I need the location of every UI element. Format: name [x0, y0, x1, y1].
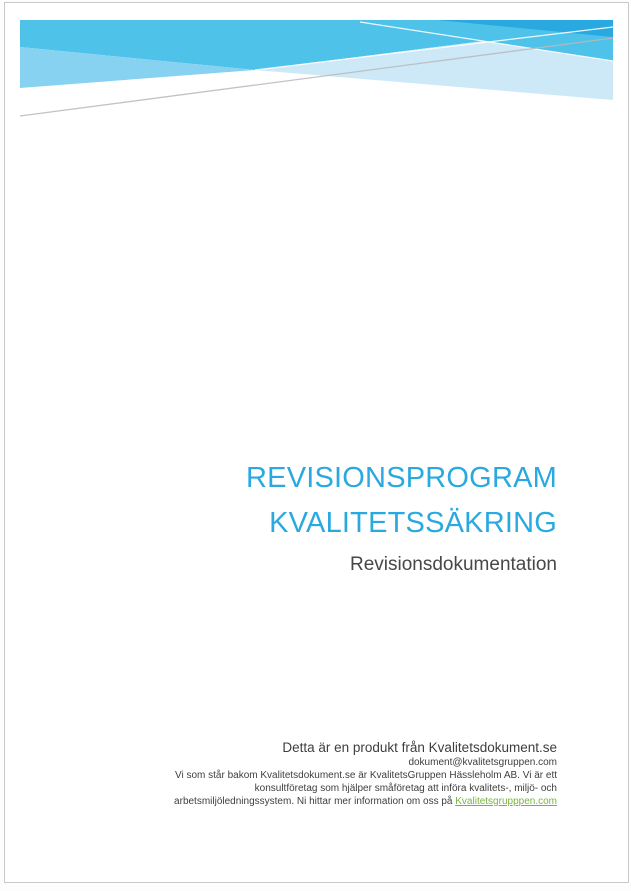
kvalitetsgruppen-link[interactable]: Kvalitetsgrupppen.com	[455, 796, 557, 807]
document-page	[4, 2, 629, 883]
cover-title-line1: REVISIONSPROGRAM	[246, 462, 557, 494]
footer-body-line-3-text: arbetsmiljöledningssystem. Ni hittar mer information om oss på	[174, 796, 456, 807]
footer-block	[174, 739, 557, 808]
footer-body-line-3	[174, 795, 557, 808]
footer-heading: Detta är en produkt från Kvalitetsdokument.se	[282, 740, 557, 755]
cover-title-line2: KVALITETSSÄKRING	[269, 507, 557, 539]
cover-header-graphic	[5, 3, 628, 143]
footer-body-line-2: konsultföretag som hjälper småföretag att införa kvalitets-, miljö- och	[254, 783, 557, 794]
footer-body-line-1: Vi som står bakom Kvalitetsdokument.se är KvalitetsGruppen Hässleholm AB. Vi är ett	[174, 770, 557, 781]
cover-subtitle: Revisionsdokumentation	[349, 554, 557, 575]
footer-email: dokument@kvalitetsgruppen.com	[408, 757, 557, 768]
cover-title	[246, 456, 557, 546]
